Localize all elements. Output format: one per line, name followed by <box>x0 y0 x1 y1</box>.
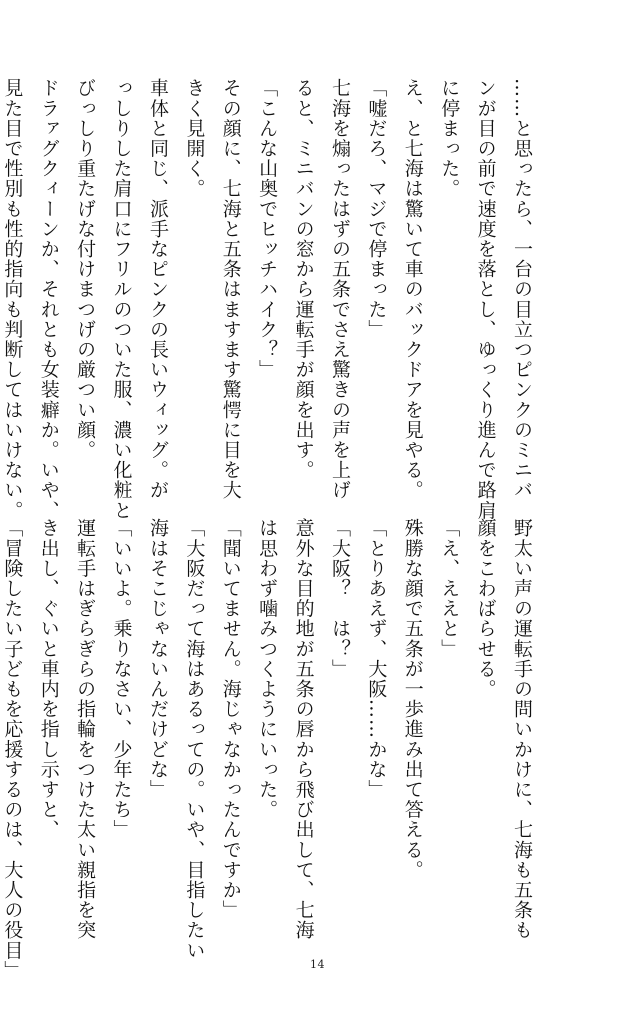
text-line: 「聞いてません。海じゃなかったんですか」 <box>219 518 242 920</box>
text-line: 「嘘だろ、マジで停まった」 <box>365 78 388 340</box>
text-line: ……と思ったら、一台の目立つピンクのミニバ <box>511 78 533 501</box>
text-line: ると、ミニバンの窓から運転手が顔を出す。 <box>292 78 315 480</box>
text-line: ンが目の前で速度を落とし、ゆっくり進んで路肩 <box>474 78 497 521</box>
text-line: きく見開く。 <box>183 78 206 199</box>
page-number: 14 <box>310 958 325 971</box>
text-line: びっしり重たげな付けまつげの厳つい顔。 <box>74 78 97 460</box>
text-line: 顔をこわばらせる。 <box>474 518 497 699</box>
text-line: 殊勝な顔で五条が一歩進み出て答える。 <box>401 518 424 880</box>
text-line: 運転手はぎらぎらの指輪をつけた太い親指を突 <box>74 518 97 941</box>
text-line: その顔に、七海と五条はますます驚愕に目を大 <box>219 78 242 501</box>
text-line: 見た目で性別も性的指向も判断してはいけない。 <box>1 78 24 521</box>
text-block-upper <box>1 78 540 521</box>
text-line: 「大阪だって海はあるっての。いや、目指したい <box>183 518 206 961</box>
text-line: 七海を煽ったはずの五条でさえ驚きの声を上げ <box>328 78 351 501</box>
text-line: 「え、ええと」 <box>438 518 461 659</box>
text-line: え、と七海は驚いて車のバックドアを見やる。 <box>401 78 424 501</box>
text-line: 「いいよ。乗りなさい、少年たち」 <box>110 518 133 840</box>
text-line: 野太い声の運転手の問いかけに、七海も五条も <box>511 518 533 941</box>
text-line: 「冒険したい子どもを応援するのは、大人の役目」 <box>1 518 24 981</box>
text-line: 「大阪？ は？」 <box>328 518 351 679</box>
text-line: 車体と同じ、派手なピンクの長いウィッグ。が <box>146 78 169 501</box>
text-line: 意外な目的地が五条の唇から飛び出して、七海 <box>292 518 315 941</box>
text-line: 海はそこじゃないんだけどな」 <box>146 518 169 800</box>
text-line: っしりした肩口にフリルのついた服、濃い化粧と <box>110 78 133 521</box>
text-line: 「とりあえず、大阪……かな」 <box>365 518 388 800</box>
text-line: に停まった。 <box>438 78 461 199</box>
text-line: 「こんな山奥でヒッチハイク？」 <box>256 78 279 380</box>
text-line: き出し、ぐいと車内を指し示すと、 <box>37 518 60 840</box>
text-line: は思わず噛みつくようにいった。 <box>256 518 279 820</box>
text-line: ドラァグクィーンか、それとも女装癖か。いや、 <box>37 78 60 521</box>
